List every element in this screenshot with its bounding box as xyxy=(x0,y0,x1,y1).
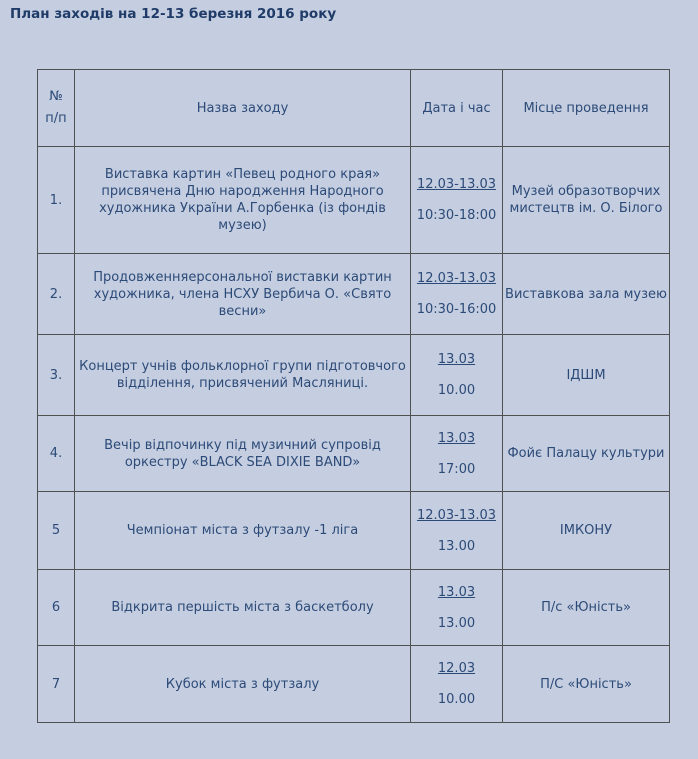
event-date-time xyxy=(411,416,503,492)
event-time: 13.00 xyxy=(437,615,476,631)
table-header-row xyxy=(38,70,670,147)
row-number: 7 xyxy=(38,646,75,723)
table-row xyxy=(38,492,670,570)
row-number: 5 xyxy=(38,492,75,570)
event-date: 13.03 xyxy=(437,430,476,446)
event-date-time xyxy=(411,147,503,254)
event-time: 10:30-18:00 xyxy=(416,208,497,223)
event-date: 12.03 xyxy=(437,661,476,676)
table-row xyxy=(38,646,670,723)
event-time: 10.00 xyxy=(437,692,476,707)
event-date-time xyxy=(411,335,503,416)
event-time: 10:30-16:00 xyxy=(416,302,497,317)
header-event-name: Назва заходу xyxy=(75,70,411,147)
event-date: 13.03 xyxy=(437,584,476,600)
table-row xyxy=(38,147,670,254)
event-time: 10.00 xyxy=(437,383,476,398)
events-table xyxy=(37,69,670,723)
event-date: 12.03-13.03 xyxy=(416,507,497,523)
row-number: 3. xyxy=(38,335,75,416)
header-number xyxy=(38,70,75,147)
event-date-time xyxy=(411,570,503,646)
event-date-time xyxy=(411,646,503,723)
event-date: 12.03-13.03 xyxy=(416,177,497,192)
row-number: 6 xyxy=(38,570,75,646)
event-date-time xyxy=(411,254,503,335)
event-place: Виставкова зала музею xyxy=(503,254,670,335)
event-date-time xyxy=(411,492,503,570)
row-number: 1. xyxy=(38,147,75,254)
event-name: Вечір відпочинку під музичний супровід оркестру «BLACK SEA DIXIE BAND» xyxy=(75,416,411,492)
event-place: Фойє Палацу культури xyxy=(503,416,670,492)
event-name: Чемпіонат міста з футзалу -1 ліга xyxy=(75,492,411,570)
table-row xyxy=(38,335,670,416)
table-row xyxy=(38,570,670,646)
event-place: ІДШМ xyxy=(503,335,670,416)
event-name: Відкрита першість міста з баскетболу xyxy=(75,570,411,646)
row-number: 2. xyxy=(38,254,75,335)
event-name: Кубок міста з футзалу xyxy=(75,646,411,723)
event-name: Продовженняерсональної виставки картин художника, члена НСХУ Вербича О. «Свято весни» xyxy=(75,254,411,335)
event-place: Музей образотворчих мистецтв ім. О. Білого xyxy=(503,147,670,254)
header-place: Місце проведення xyxy=(503,70,670,147)
event-name: Концерт учнів фольклорної групи підготовчого відділення, присвячений Масляниці. xyxy=(75,335,411,416)
page-title: План заходів на 12-13 березня 2016 року xyxy=(10,6,337,22)
header-date-time: Дата і час xyxy=(411,70,503,147)
table-row xyxy=(38,254,670,335)
event-time: 17:00 xyxy=(437,461,476,477)
event-place: П/с «Юність» xyxy=(503,570,670,646)
event-name: Виставка картин «Певец родного края» присвячена Дню народження Народного художника України А.Горбенка (із фондів музею) xyxy=(75,147,411,254)
table-row xyxy=(38,416,670,492)
event-place: ІМКОНУ xyxy=(503,492,670,570)
event-date: 12.03-13.03 xyxy=(416,271,497,286)
row-number: 4. xyxy=(38,416,75,492)
header-number-line1: № xyxy=(49,89,63,104)
event-place: П/С «Юність» xyxy=(503,646,670,723)
event-date: 13.03 xyxy=(437,352,476,367)
header-number-line2: п/п xyxy=(45,111,67,126)
event-time: 13.00 xyxy=(437,538,476,554)
